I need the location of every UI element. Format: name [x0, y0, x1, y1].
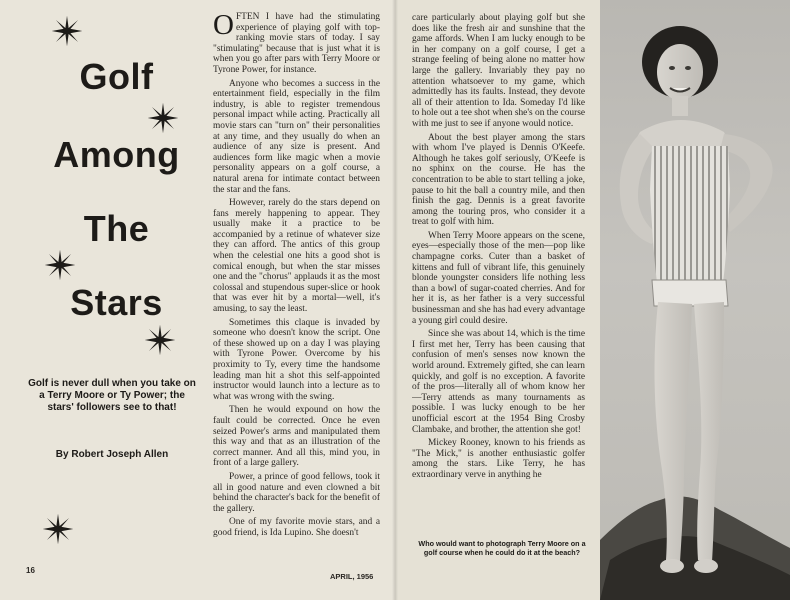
title-word-stars: Stars	[70, 282, 163, 323]
title-word-the: The	[83, 208, 150, 249]
star-ornament-icon	[41, 512, 75, 546]
star-ornament-icon	[50, 14, 84, 48]
paragraph: About the best player among the stars with whom I've played is Dennis O'Keefe. Although he takes golf seriously, O'Keefe is no sphinx on the course. He has the concentration to be able to start telling a joke, pause to hit the ball a country mile, and then finish the gag. Dennis is a great favorite among the touring pros, who consider it a treat to golf with him.	[412, 132, 585, 228]
issue-date: APRIL, 1956	[330, 572, 374, 581]
title-word-among: Among	[53, 134, 180, 175]
paragraph: Mickey Rooney, known to his friends as "The Mick," is another enthusiastic golfer among the stars. Like Terry, he has extraordinary verve in anything he	[412, 438, 585, 480]
paragraph: Sometimes this claque is invaded by someone who doesn't know the script. One of these showed up on a day I was playing with Tyrone Power. Overcome by his proximity to Ty, every time the handsome leading man hit a shot this self-appointed instructor would launch into a lecture as to what was wrong with the swing.	[213, 317, 380, 402]
body-column-2	[412, 13, 585, 558]
paragraph: Since she was about 14, which is the time I first met her, Terry has been causing that confusion of men's senses now known the world around. Extremely gifted, she can learn quickly, and golf is no exception. A favorite of the pros—literally all of whom know her—Terry attends as many tournaments as possible. I was lucky enough to be her unofficial escort at the 1954 Bing Crosby Clambake, and brother, the attention she got!	[412, 329, 585, 435]
star-ornament-icon	[146, 101, 180, 135]
paragraph: When Terry Moore appears on the scene, eyes—especially those of the men—pop like champagne corks. Cuter than a basket of kittens and full of vibrant life, this genuinely blonde youngster considers life nothing less than a bowl of sugar-coated cherries. And for her it is, as her father is a very successful businessman and she has had every advantage a young girl could desire.	[412, 230, 585, 326]
paragraph: Power, a prince of good fellows, took it all in good nature and even clowned a bit behind the character's back for the benefit of the gallery.	[213, 471, 380, 514]
paragraph: care particularly about playing golf but she does like the fresh air and sunshine that the game affords. When I am lucky enough to be in her company on a golf course, I get a strange feeling of being alone no matter how large the gallery. Invariably they pay no attention whatsoever to my game, which admittedly has its faults. Instead, they devote all of their attention to Ida. Someday I'd like to hole out a tee shot when she's on the course with me just to see if anyone would notice.	[412, 13, 585, 129]
paragraph-text: FTEN I have had the stimulating experience of playing golf with top-ranking movie stars of today. I say "stimulating" because that is just what it is when you go after pars with Terry Moore or Tyrone Power, for instance.	[213, 12, 380, 75]
photo-caption: Who would want to photograph Terry Moore on a golf course when he could do it at the beach?	[418, 539, 586, 557]
drop-cap: O	[213, 12, 234, 41]
byline: By Robert Joseph Allen	[55, 449, 169, 460]
paragraph	[213, 12, 380, 76]
page-number: 16	[26, 566, 35, 575]
paragraph: Anyone who becomes a success in the entertainment field, especially in the film industry, is able to register tremendous personal impact while acting. Practically all movie stars can "turn on" their personalities at any time, and they usually do when an audience of any size is present. And audiences form like magic when a movie personality appears on a golf course, a natural arena for intimate contact between the star and the fans.	[213, 78, 380, 195]
body-column-1	[213, 12, 380, 568]
paragraph: However, rarely do the stars depend on fans merely happening to appear. They usually make it a practice to be accompanied by a retinue of whatever size they can afford. The antics of this group when the celestial one hits a good shot is comical enough, but when the star misses one and the "chorus" applauds it as the most colossal and stupendous super-slice or hook that was ever hit by a mortal—well, it's amusing, to say the least.	[213, 198, 380, 315]
swimsuit-figure-illustration	[600, 0, 790, 600]
title-word-golf: Golf	[79, 56, 154, 97]
paragraph: One of my favorite movie stars, and a good friend, is Ida Lupino. She doesn't	[213, 517, 380, 538]
pinup-photo	[600, 0, 790, 600]
page-gutter	[392, 0, 398, 600]
article-deck: Golf is never dull when you take on a Terry Moore or Ty Power; the stars' followers see to that!	[28, 378, 196, 413]
star-ornament-icon	[43, 248, 77, 282]
star-ornament-icon	[143, 323, 177, 357]
paragraph: Then he would expound on how the fault could be corrected. Once he even seized Power's arms and manipulated them this way and that as an illustration of the correct manner. And all this, mind you, in front of a large gallery.	[213, 405, 380, 469]
